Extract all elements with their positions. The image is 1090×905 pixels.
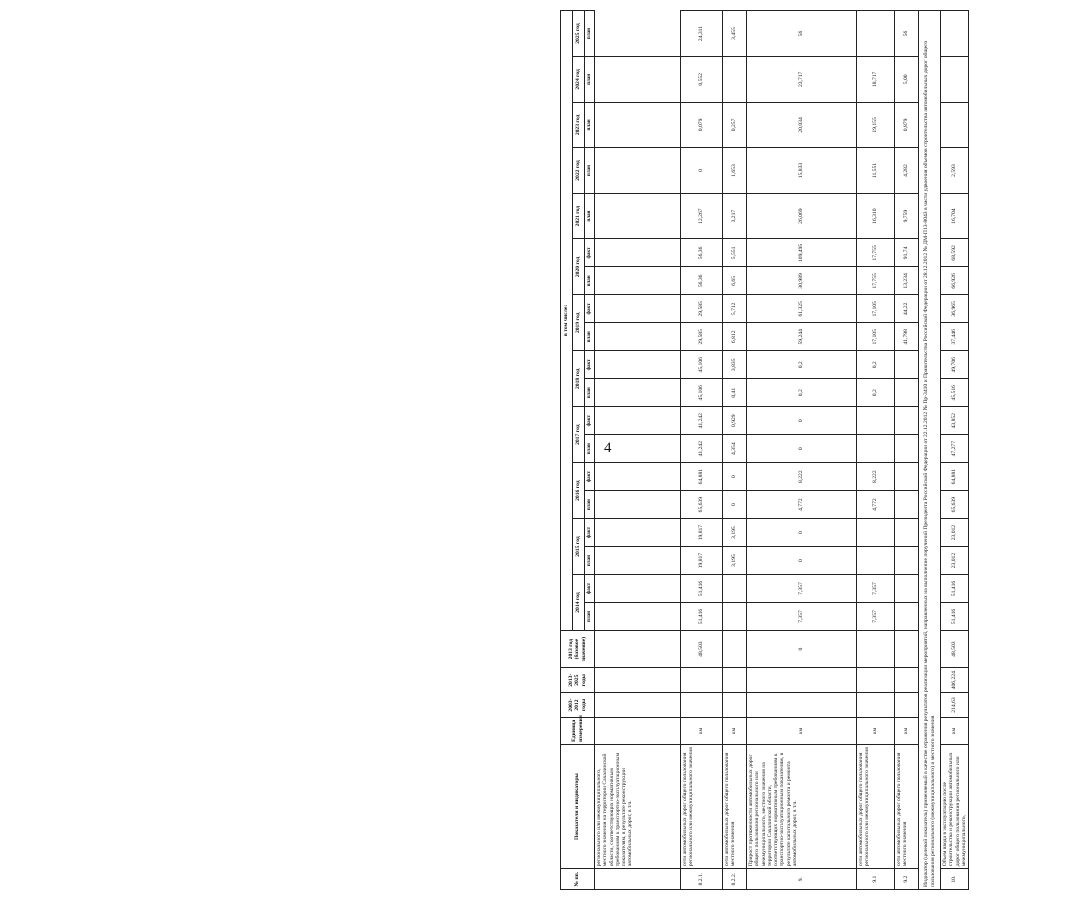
row-value: 3,455: [723, 11, 747, 57]
row-value: 51,416: [941, 575, 969, 603]
row-value: [723, 575, 747, 603]
row-value: 11,551: [857, 148, 895, 194]
row-value: 19,155: [857, 102, 895, 148]
row-value: [595, 239, 681, 267]
row-number: 9.: [747, 869, 857, 890]
row-value: [595, 463, 681, 491]
row-value: 17,105: [857, 323, 895, 351]
row-value: 20,034: [747, 102, 857, 148]
row-value: [595, 148, 681, 194]
row-value: 41,798: [895, 323, 919, 351]
row-value: [595, 407, 681, 435]
row-value: 0: [723, 463, 747, 491]
row-value: 45,106: [681, 351, 723, 379]
rotated-page: [560, 10, 1090, 890]
row-unit: км: [857, 717, 895, 744]
row-value: 56: [747, 11, 857, 57]
row-value: 0,552: [681, 57, 723, 103]
row-2003-2012: [895, 693, 919, 718]
header-plan: план: [585, 11, 595, 57]
header-fact: факт: [585, 463, 595, 491]
header-fact: факт: [585, 519, 595, 547]
page-number: 4: [604, 440, 612, 456]
row-value: [895, 603, 919, 631]
row-value: 5,551: [723, 239, 747, 267]
row-number: 8.2.2.: [723, 869, 747, 890]
row-value: [857, 519, 895, 547]
row-value: [595, 267, 681, 295]
row-value: 56: [895, 11, 919, 57]
row-value: [595, 57, 681, 103]
table-row: [857, 11, 895, 890]
row-value: [941, 11, 969, 57]
row-value: [895, 463, 919, 491]
row-value: 5,00: [895, 57, 919, 103]
row-value: 16,310: [857, 193, 895, 239]
header-year: 2016 год: [573, 463, 585, 519]
header-2003-2012: 2003-2012 годы: [561, 693, 595, 718]
row-value: [895, 435, 919, 463]
row-value: 56,36: [681, 239, 723, 267]
row-2013-2025: [747, 668, 857, 693]
row-indicator: Прирост протяженности автомобильных дорог общего пользования регионального или межмуниципального, местного значения на территории Сахалинской области, соответствующих нормативным требованиям к транспортно-эксплуатационным показателям, в результате капитального ремонта и ремонта автомобильных дорог, в т.ч.: [747, 744, 857, 868]
row-2013-2025: [857, 668, 895, 693]
row-value: 65,639: [941, 491, 969, 519]
row-value: 8,222: [747, 463, 857, 491]
row-value: [941, 57, 969, 103]
row-2013-2025: [723, 668, 747, 693]
row-value: 0,2: [747, 379, 857, 407]
row-2003-2012: [723, 693, 747, 718]
row-value: 0,879: [895, 102, 919, 148]
row-value: 3,217: [723, 193, 747, 239]
row-value: [595, 603, 681, 631]
row-value: 15,833: [747, 148, 857, 194]
header-plan: план: [585, 102, 595, 148]
row-value: 7,357: [747, 575, 857, 603]
row-value: 4,282: [895, 148, 919, 194]
row-number: 9.1: [857, 869, 895, 890]
row-value: 36,965: [941, 295, 969, 323]
row-value: [595, 575, 681, 603]
row-indicator: Объем ввода в эксплуатацию после строительства и реконструкции автомобильных дорог общего пользования регионального или межмуниципального,: [941, 744, 969, 868]
table-row: [681, 11, 723, 890]
row-value: 8,222: [857, 463, 895, 491]
row-value: 7,357: [747, 603, 857, 631]
row-value: [895, 491, 919, 519]
table-row: [895, 11, 919, 890]
row-value: [595, 351, 681, 379]
header-year: 2018 год: [573, 351, 585, 407]
row-number: 9.2: [895, 869, 919, 890]
row-value: 17,105: [857, 295, 895, 323]
row-value: 7,357: [857, 575, 895, 603]
row-value: 0: [747, 547, 857, 575]
row-value: 68,592: [941, 239, 969, 267]
row-value: 0,41: [723, 379, 747, 407]
row-value: 23,012: [941, 547, 969, 575]
header-plan: план: [585, 547, 595, 575]
row-value: 19,817: [681, 547, 723, 575]
header-year: 2017 год: [573, 407, 585, 463]
row-value: 51,416: [681, 575, 723, 603]
row-unit: км: [895, 717, 919, 744]
header-fact: факт: [585, 575, 595, 603]
header-plan: план: [585, 193, 595, 239]
header-plan: план: [585, 435, 595, 463]
row-2003-2012: [747, 693, 857, 718]
row-value: 66,926: [941, 267, 969, 295]
row-base-2013: [895, 630, 919, 667]
row-value: [723, 603, 747, 631]
row-value: 41,242: [681, 407, 723, 435]
row-value: 0,2: [747, 351, 857, 379]
row-base-2013: [723, 630, 747, 667]
header-year: 2014 год: [573, 575, 585, 631]
row-value: 0: [723, 491, 747, 519]
header-plan: план: [585, 323, 595, 351]
row-2013-2025: 406,224: [941, 668, 969, 693]
header-year: 2020 год: [573, 239, 585, 295]
row-2003-2012: 214,63: [941, 693, 969, 718]
row-value: [895, 379, 919, 407]
row-value: 56,36: [681, 267, 723, 295]
header-fact: факт: [585, 295, 595, 323]
row-value: 0: [681, 148, 723, 194]
header-fact: факт: [585, 239, 595, 267]
row-value: [895, 547, 919, 575]
header-plan: план: [585, 57, 595, 103]
row-value: [595, 519, 681, 547]
row-value: 9,759: [895, 193, 919, 239]
row-indicator: сети автомобильных дорог общего пользования местного значения: [895, 744, 919, 868]
row-value: 59,244: [747, 323, 857, 351]
row-base-2013: [857, 630, 895, 667]
row-value: 64,881: [941, 463, 969, 491]
row-value: [595, 379, 681, 407]
row-number: 8.2.1.: [681, 869, 723, 890]
row-number: [595, 869, 681, 890]
header-plan: план: [585, 148, 595, 194]
row-indicator: регионального или межмуниципального, местного значения на территории Сахалинской области, соответствующих нормативным требованиям к транспортно-эксплуатационным показателям, в результате реконструкции автомобильных дорог, в т.ч.: [595, 744, 681, 868]
row-value: [895, 351, 919, 379]
row-value: 0: [747, 435, 857, 463]
row-value: 44,22: [895, 295, 919, 323]
header-fact: факт: [585, 351, 595, 379]
row-unit: км: [681, 717, 723, 744]
row-value: 0,929: [723, 407, 747, 435]
row-value: 65,639: [681, 491, 723, 519]
row-value: 91,74: [895, 239, 919, 267]
table-row: [941, 11, 969, 890]
row-value: 17,755: [857, 267, 895, 295]
row-value: 18,717: [857, 57, 895, 103]
header-plan: план: [585, 491, 595, 519]
row-number: 10.: [941, 869, 969, 890]
row-value: [857, 547, 895, 575]
row-value: 2,593: [941, 148, 969, 194]
row-value: 4,354: [723, 435, 747, 463]
row-value: [857, 407, 895, 435]
row-value: 4,772: [747, 491, 857, 519]
row-value: 0: [747, 519, 857, 547]
row-2013-2025: [681, 668, 723, 693]
row-value: [595, 435, 681, 463]
note-row: [919, 11, 941, 890]
header-no: № пп.: [561, 869, 595, 890]
header-year: 2022 год: [573, 148, 585, 194]
row-value: 51,416: [681, 603, 723, 631]
header-2013: 2013 год (базовое значение): [561, 630, 595, 667]
row-value: 3,195: [723, 547, 747, 575]
header-year: 2024 год: [573, 57, 585, 103]
row-value: [895, 519, 919, 547]
row-value: 12,267: [681, 193, 723, 239]
row-value: [723, 57, 747, 103]
row-base-2013: [595, 630, 681, 667]
row-indicator: сети автомобильных дорог общего пользования регионального или межмуниципального значения: [681, 744, 723, 868]
row-value: 45,516: [941, 379, 969, 407]
row-value: 0,2: [857, 351, 895, 379]
row-unit: км: [747, 717, 857, 744]
header-year: 2019 год: [573, 295, 585, 351]
indicator-note: Индикатор (целевой показатель) применяемый в качестве отражения результатов реализации мероприятий, направленных на выполнение поручений Президента Российской Федерации от 22.12.2012 № Пр-3410 и Правительства Российской Федерации от 28.12.2012 № ДМ-П13-8043 в части удвоения объемов строительства автомобильных дорог общего пользования регионального (межмуниципального) и местного значения: [919, 11, 941, 890]
row-value: 29,585: [681, 295, 723, 323]
row-value: 24,311: [681, 11, 723, 57]
row-value: 23,012: [941, 519, 969, 547]
row-value: 13,234: [895, 267, 919, 295]
table-body: [595, 11, 969, 890]
row-value: 45,106: [681, 379, 723, 407]
row-2013-2025: [595, 668, 681, 693]
row-value: [595, 491, 681, 519]
row-value: [895, 407, 919, 435]
row-value: 1,653: [723, 148, 747, 194]
row-value: [595, 295, 681, 323]
header-fact: факт: [585, 407, 595, 435]
row-value: [895, 575, 919, 603]
row-2003-2012: [857, 693, 895, 718]
header-indicator: Показатели и индикаторы: [561, 744, 595, 868]
header-year: 2015 год: [573, 519, 585, 575]
row-value: [595, 547, 681, 575]
header-including: в том числе:: [561, 11, 573, 631]
row-value: 47,277: [941, 435, 969, 463]
row-value: 37,446: [941, 323, 969, 351]
row-value: 6,65: [723, 267, 747, 295]
row-value: 16,704: [941, 193, 969, 239]
row-value: 49,706: [941, 351, 969, 379]
row-value: 0: [747, 407, 857, 435]
row-value: 3,195: [723, 519, 747, 547]
row-value: 7,357: [857, 603, 895, 631]
row-value: 6,812: [723, 323, 747, 351]
row-unit: км: [941, 717, 969, 744]
row-value: 109,495: [747, 239, 857, 267]
header-2013-2025: 2013-2025 годы: [561, 668, 595, 693]
row-value: 17,755: [857, 239, 895, 267]
row-2003-2012: [681, 693, 723, 718]
row-indicator: сети автомобильных дорог общего пользования местного значения: [723, 744, 747, 868]
header-year: 2021 год: [573, 193, 585, 239]
header-plan: план: [585, 379, 595, 407]
indicators-table: [560, 10, 969, 890]
row-unit: [595, 717, 681, 744]
row-value: 19,817: [681, 519, 723, 547]
row-value: [595, 323, 681, 351]
row-base-2013: 48,503: [941, 630, 969, 667]
row-2013-2025: [895, 668, 919, 693]
row-base-2013: 0: [747, 630, 857, 667]
row-value: 41,242: [681, 435, 723, 463]
header-year: 2023 год: [573, 102, 585, 148]
row-value: 0,079: [681, 102, 723, 148]
table-row: [723, 11, 747, 890]
row-base-2013: 48,503: [681, 630, 723, 667]
row-value: 23,717: [747, 57, 857, 103]
row-value: 5,712: [723, 295, 747, 323]
row-value: 29,585: [681, 323, 723, 351]
row-2003-2012: [595, 693, 681, 718]
row-value: [595, 193, 681, 239]
row-value: 3,835: [723, 351, 747, 379]
table-row: [595, 11, 681, 890]
row-value: 51,416: [941, 603, 969, 631]
header-unit: Единица измерения: [561, 717, 595, 744]
header-plan: план: [585, 603, 595, 631]
row-unit: км: [723, 717, 747, 744]
row-value: 26,069: [747, 193, 857, 239]
row-value: [595, 102, 681, 148]
row-value: 43,852: [941, 407, 969, 435]
row-value: 0,257: [723, 102, 747, 148]
table-row: [747, 11, 857, 890]
row-value: 64,881: [681, 463, 723, 491]
header-year: 2025 год: [573, 11, 585, 57]
header-plan: план: [585, 267, 595, 295]
row-value: 4,772: [857, 491, 895, 519]
row-value: 0,2: [857, 379, 895, 407]
row-value: [857, 435, 895, 463]
row-value: [857, 11, 895, 57]
row-value: [941, 102, 969, 148]
row-value: 61,325: [747, 295, 857, 323]
row-indicator: сети автомобильных дорог общего пользования регионального или межмуниципального значения: [857, 744, 895, 868]
row-value: 30,989: [747, 267, 857, 295]
